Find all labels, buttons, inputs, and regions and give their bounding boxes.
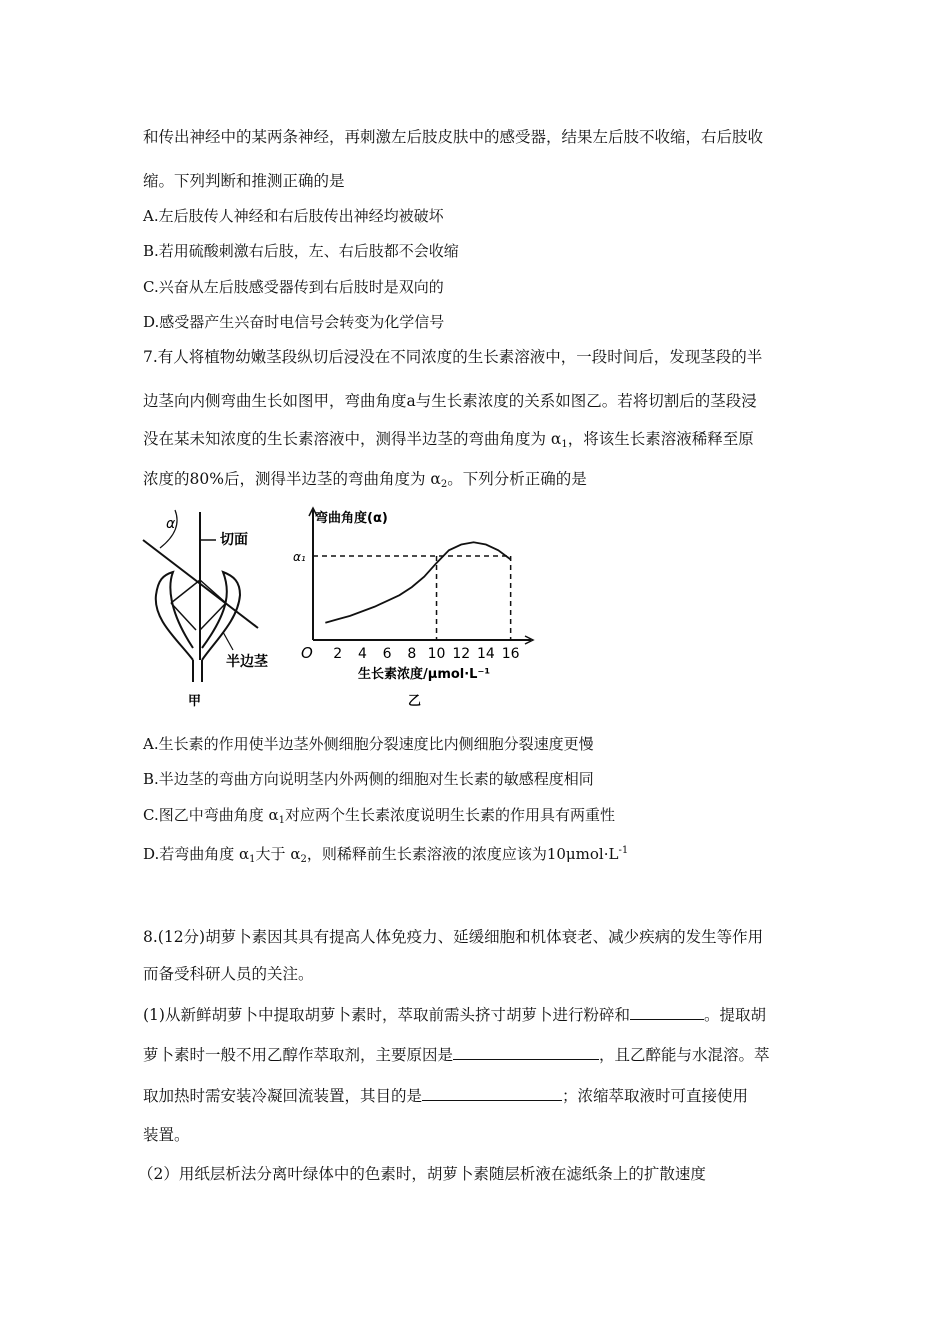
figure-yi-caption: 乙 bbox=[408, 694, 422, 709]
q8-part1-line3: 取加热时需安装冷凝回流装置，其目的是 ；浓缩萃取液时可直接使用 bbox=[143, 1084, 813, 1107]
answer-blank-3[interactable] bbox=[422, 1084, 562, 1101]
answer-blank-1[interactable] bbox=[630, 1003, 704, 1020]
x-tick-label: 4 bbox=[357, 646, 367, 662]
x-tick-label: 14 bbox=[477, 646, 495, 662]
q7-option-a: A.生长素的作用使半边茎外侧细胞分裂速度比内侧细胞分裂速度更慢 bbox=[143, 735, 594, 753]
q7-figure bbox=[138, 500, 538, 719]
q8-part1-line1: (1)从新鲜胡萝卜中提取胡萝卜素时，萃取前需头挤寸胡萝卜进行粉碎和 。提取胡 bbox=[143, 1003, 813, 1026]
q7-stem-line2: 边茎向内侧弯曲生长如图甲，弯曲角度a与生长素浓度的关系如图乙。若将切割后的茎段浸 bbox=[143, 392, 757, 410]
x-axis-label: 生长素浓度/μmol·L⁻¹ bbox=[358, 667, 491, 682]
q6-option-d: D.感受器产生兴奋时电信号会转变为化学信号 bbox=[143, 313, 445, 331]
alpha-label: α bbox=[166, 516, 176, 532]
half-stem-label: 半边茎 bbox=[226, 654, 268, 670]
q8-part2-line1: （2）用纸层析法分离叶绿体中的色素时，胡萝卜素随层析液在滤纸条上的扩散速度 bbox=[138, 1165, 706, 1183]
q7-figure-svg bbox=[138, 500, 538, 715]
x-tick-label: 10 bbox=[427, 646, 446, 662]
q7-option-b: B.半边茎的弯曲方向说明茎内外两侧的细胞对生长素的敏感程度相同 bbox=[143, 770, 594, 788]
q7-option-d: D.若弯曲角度 $\alpha_1$大于 $\alpha_2$，则稀释前生长素溶液的浓度应该为$10\mu mol\cdot L^{-1}$ bbox=[143, 845, 629, 865]
x-tick-label: 2 bbox=[333, 646, 343, 662]
x-tick-label: 16 bbox=[501, 646, 520, 662]
q7-stem-line4: 浓度的80%后，测得半边茎的弯曲角度为 $\alpha_2$。下列分析正确的是 bbox=[143, 470, 587, 490]
growth-curve bbox=[325, 542, 510, 623]
q6-stem-line1: 和传出神经中的某两条神经，再刺激左后肢皮肤中的感受器，结果左后肢不收缩，右后肢收 bbox=[143, 128, 764, 146]
figure-jia-caption: 甲 bbox=[188, 694, 202, 709]
q6-stem-line2: 缩。下列判断和推测正确的是 bbox=[143, 172, 345, 190]
q6-option-c: C.兴奋从左后肢感受器传到右后肢时是双向的 bbox=[143, 278, 444, 296]
alpha1-label: α₁ bbox=[293, 550, 306, 565]
x-tick-label: 12 bbox=[452, 646, 471, 662]
q7-option-c: C.图乙中弯曲角度 $\alpha_1$对应两个生长素浓度说明生长素的作用具有两重性 bbox=[143, 806, 615, 826]
q6-option-b: B.若用硫酸刺激右后肢，左、右后肢都不会收缩 bbox=[143, 242, 459, 260]
q8-part1-line2: 萝卜素时一般不用乙醇作萃取剂，主要原因是 ，且乙醉能与水混溶。萃 bbox=[143, 1043, 813, 1066]
origin-label: O bbox=[301, 644, 313, 662]
figure-yi-chart bbox=[293, 508, 533, 709]
y-axis-label: 弯曲角度(α) bbox=[315, 511, 388, 526]
q8-stem-line1: 8.(12分)胡萝卜素因其具有提高人体免疫力、延缓细胞和机体衰老、减少疾病的发生等作用 bbox=[143, 928, 764, 946]
cut-surface-label: 切面 bbox=[220, 532, 248, 548]
x-tick-label: 8 bbox=[407, 646, 417, 662]
x-tick-label: 6 bbox=[382, 646, 392, 662]
q8-part1-line4: 装置。 bbox=[143, 1126, 190, 1144]
q7-stem-line3: 没在某未知浓度的生长素溶液中，测得半边茎的弯曲角度为 $\alpha_1$，将该生长素溶液稀释至原 bbox=[143, 430, 754, 450]
q8-stem-line2: 而备受科研人员的关注。 bbox=[143, 965, 314, 983]
q6-option-a: A.左后肢传人神经和右后肢传出神经均被破坏 bbox=[143, 207, 444, 225]
answer-blank-2[interactable] bbox=[453, 1043, 599, 1060]
q7-stem-line1: 7.有人将植物幼嫩茎段纵切后浸没在不同浓度的生长素溶液中，一段时间后，发现茎段的半 bbox=[143, 348, 763, 366]
